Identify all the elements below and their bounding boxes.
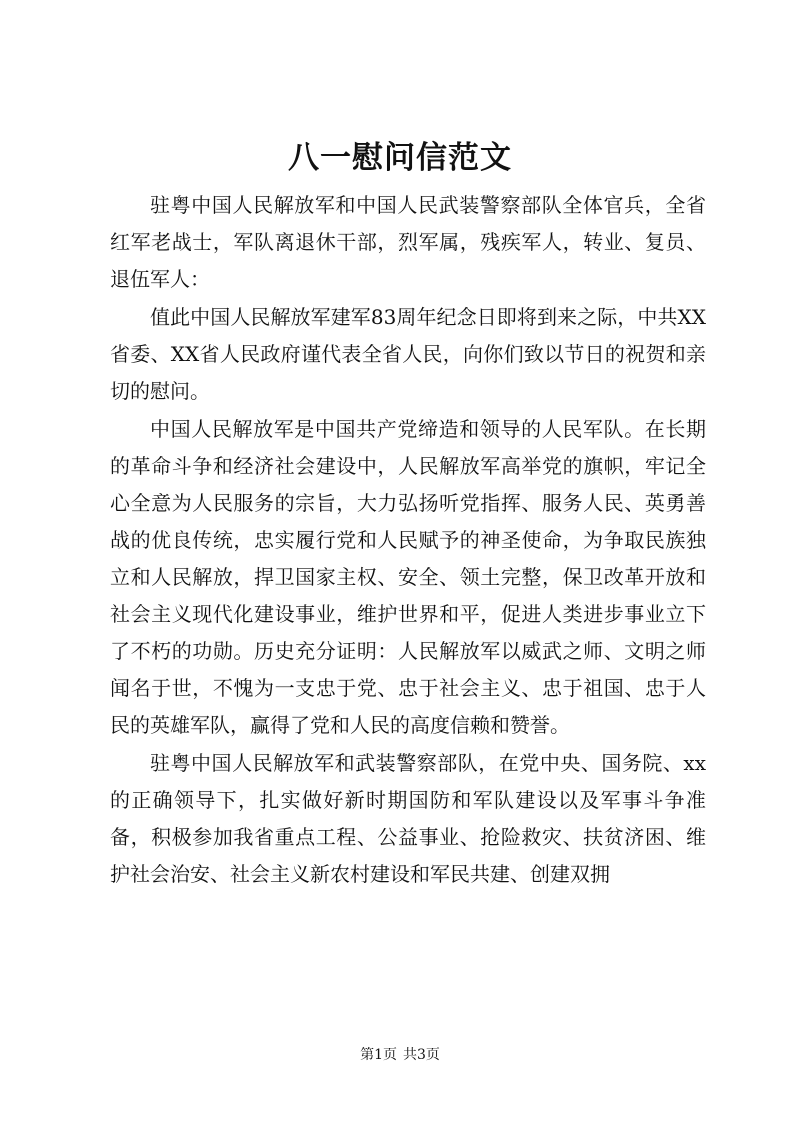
page-footer bbox=[0, 1046, 800, 1064]
paragraph-salutation: 驻粤中国人民解放军和中国人民武装警察部队全体官兵，全省红军老战士，军队离退休干部，烈军属，残疾军人，转业、复员、退伍军人： bbox=[110, 193, 706, 291]
page-number-current: 第1页 bbox=[360, 1047, 397, 1063]
paragraph-achievements: 驻粤中国人民解放军和武装警察部队，在党中央、国务院、xx的正确领导下，扎实做好新时期国防和军队建设以及军事斗争准备，积极参加我省重点工程、公益事业、抢险救灾、扶贫济困、维护社会治安、社会主义新农村建设和军民共建、创建双拥 bbox=[110, 751, 706, 886]
page-number-total: 共3页 bbox=[403, 1047, 440, 1063]
document-title: 八一慰问信范文 bbox=[288, 140, 512, 176]
paragraph-greeting: 值此中国人民解放军建军83周年纪念日即将到来之际，中共XX省委、XX省人民政府谨代表全省人民，向你们致以节日的祝贺和亲切的慰问。 bbox=[110, 305, 706, 403]
paragraph-history: 中国人民解放军是中国共产党缔造和领导的人民军队。在长期的革命斗争和经济社会建设中，人民解放军高举党的旗帜，牢记全心全意为人民服务的宗旨，大力弘扬听党指挥、服务人民、英勇善战的优良传统，忠实履行党和人民赋予的神圣使命，为争取民族独立和人民解放，捍卫国家主权、安全、领土完整，保卫改革开放和社会主义现代化建设事业，维护世界和平，促进人类进步事业立下了不朽的功勋。历史充分证明：人民解放军以威武之师、文明之师闻名于世，不愧为一支忠于党、忠于社会主义、忠于祖国、忠于人民的英雄军队，赢得了党和人民的高度信赖和赞誉。 bbox=[110, 417, 706, 737]
document-body bbox=[110, 187, 706, 893]
